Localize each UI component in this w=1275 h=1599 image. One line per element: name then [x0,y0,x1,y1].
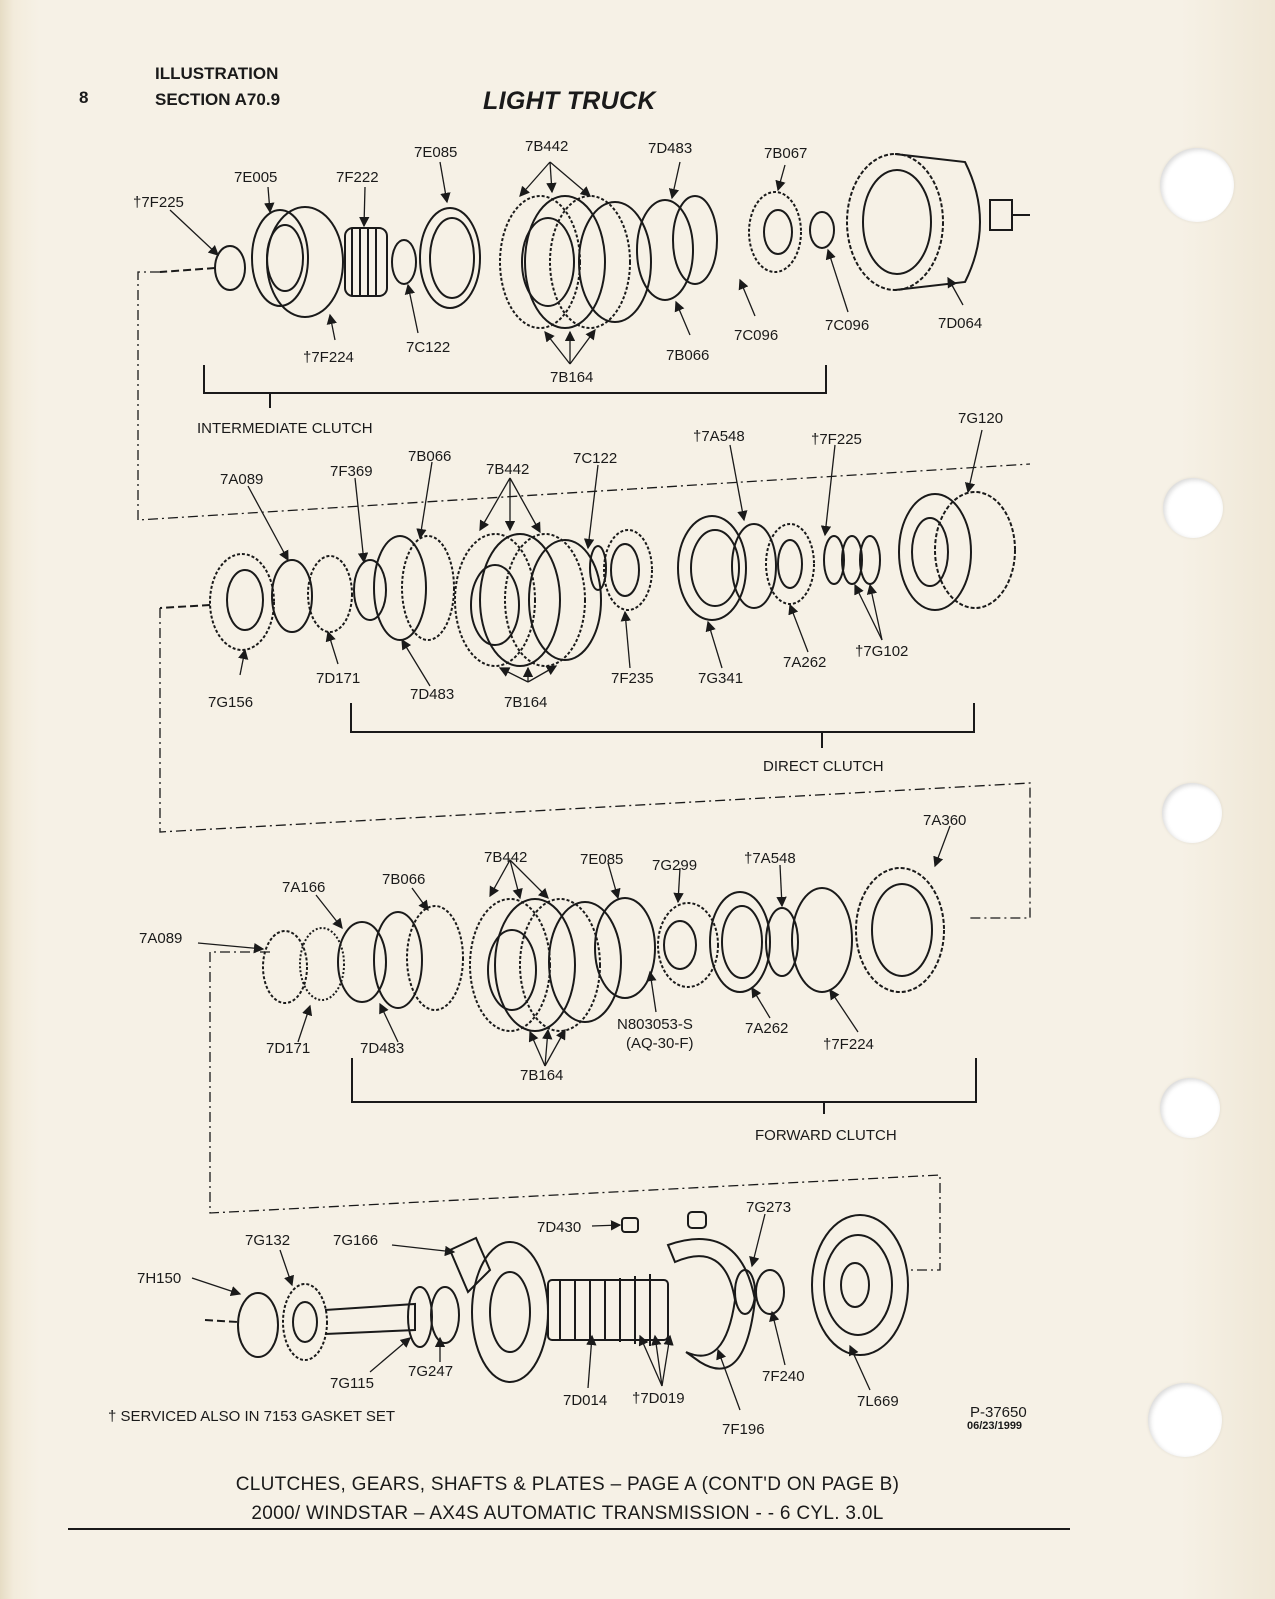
group-label-direct: DIRECT CLUTCH [763,758,884,775]
group-label-intermediate: INTERMEDIATE CLUTCH [197,420,373,437]
part-label: 7G299 [652,857,698,874]
part-label: 7A262 [783,654,827,671]
seal-ring [267,207,343,317]
spring-assembly [658,903,718,987]
pressure-plate [407,906,463,1010]
ref-code: P-37650 [970,1404,1027,1421]
part-label: 7G132 [245,1232,291,1249]
part-label: †7G102 [855,643,909,660]
cylinder-inner [872,884,932,976]
seal-ring [215,246,245,290]
clutch-plate [550,196,630,328]
part-label: 7F235 [611,670,654,687]
part-label: †7D019 [632,1390,685,1407]
planetary-carrier [472,1242,548,1382]
snap-ring [354,560,386,620]
bracket-direct [351,703,974,748]
footer-line-2: 2000/ WINDSTAR – AX4S AUTOMATIC TRANSMISSION - - 6 CYL. 3.0L [251,1503,884,1524]
part-label: 7D171 [266,1040,311,1057]
pressure-plate [402,536,454,640]
output-shaft [325,1304,415,1334]
part-labels [133,138,1003,1438]
clutch-plate-inner [471,565,519,645]
part-label: 7B442 [484,849,528,866]
part-label: 7C122 [573,450,618,467]
part-label: 7D171 [316,670,361,687]
planetary-carrier-inner [490,1272,530,1352]
clutch-plate [549,902,621,1022]
part-label: 7E005 [234,169,278,186]
part-label: 7B164 [550,369,594,386]
part-label: 7G166 [333,1232,379,1249]
part-label: 7F240 [762,1368,805,1385]
pin [688,1212,706,1228]
part-label: 7A089 [139,930,183,947]
row-forward-clutch [263,868,944,1031]
spring-assembly-inner [664,921,696,969]
one-way-clutch [272,560,312,632]
row-direct-clutch [160,492,1015,666]
part-label: N803053-S [617,1016,693,1033]
part-label: 7E085 [414,144,458,161]
part-label: 7D483 [360,1040,405,1057]
part-label: †7F224 [823,1036,874,1053]
thrust-washer [810,212,834,248]
pressure-plate [595,898,655,998]
part-label: 7G273 [746,1199,792,1216]
pin [622,1218,638,1232]
pressure-plate-inner [430,218,474,298]
part-label: 7L669 [857,1393,899,1410]
part-label: 7G341 [698,670,744,687]
piston [678,516,746,620]
part-label: 7B066 [666,347,710,364]
group-label-forward: FORWARD CLUTCH [755,1127,897,1144]
part-label: 7B442 [486,461,530,478]
part-label: 7C122 [406,339,451,356]
bracket-forward [352,1058,976,1114]
clutch-plate [500,196,580,328]
drum-body [895,154,980,290]
part-label: 7B066 [408,448,452,465]
part-label: 7G120 [958,410,1004,427]
clutch-plate [505,534,585,666]
seal-ring [792,888,852,992]
part-label: 7D483 [410,686,455,703]
drum [847,154,943,290]
hub-inner [227,570,263,630]
part-label: 7B164 [504,694,548,711]
cylinder-inner [912,518,948,586]
drum-inner [824,1235,892,1335]
bearing [408,1287,432,1347]
part-label: 7C096 [734,327,779,344]
ref-date: 06/23/1999 [967,1420,1023,1432]
bearing [431,1287,459,1343]
part-label: 7F369 [330,463,373,480]
band [668,1239,755,1369]
page-number: 8 [79,88,89,107]
part-label: 7B067 [764,145,808,162]
snap-ring [590,546,606,590]
page-title: LIGHT TRUCK [483,87,656,115]
part-label: 7B442 [525,138,569,155]
sun-gear [749,192,801,272]
part-label: 7H150 [137,1270,182,1287]
part-label: 7F196 [722,1421,765,1438]
seal [766,524,814,604]
part-label: 7A166 [282,879,326,896]
row-gears-shafts [205,1212,908,1382]
snap-ring [673,196,717,284]
part-label: 7D064 [938,315,983,332]
part-label: 7A360 [923,812,967,829]
part-label: †7A548 [744,850,796,867]
clutch-plate [579,202,651,322]
part-label: 7D014 [563,1392,608,1409]
gear [238,1293,278,1357]
footer-rule [68,1528,1070,1530]
serviced-note: † SERVICED ALSO IN 7153 GASKET SET [108,1408,396,1425]
part-label: (AQ-30-F) [626,1035,694,1052]
part-label: 7G115 [330,1375,374,1392]
part-label: †7F224 [303,349,354,366]
snap-ring [392,240,416,284]
part-label: 7C096 [825,317,870,334]
part-label: 7D430 [537,1219,582,1236]
clutch-plate [455,534,535,666]
part-label: 7A089 [220,471,264,488]
drum-hub [841,1263,869,1307]
row-intermediate-clutch [160,154,1030,328]
part-label: 7E085 [580,851,624,868]
part-label: 7B066 [382,871,426,888]
spring-assembly-inner [611,544,639,596]
part-label: 7B164 [520,1067,564,1084]
sun-gear-inner [764,210,792,254]
illustration-label: ILLUSTRATION [155,64,279,83]
part-label: 7A262 [745,1020,789,1037]
gear-inner [293,1302,317,1342]
clutch-plate-inner [522,218,574,306]
part-label: †7F225 [133,194,184,211]
seal-inner [778,540,802,588]
part-label: 7D483 [648,140,693,157]
snap-ring [637,200,693,300]
connector-line [138,272,1030,520]
section-label: SECTION A70.9 [155,90,281,109]
piston-inner [722,906,762,978]
one-way-clutch-ring [308,556,352,632]
washer [735,1270,755,1314]
drum-inner [863,170,931,274]
cylinder [856,868,944,992]
part-label: 7F222 [336,169,379,186]
hub [210,554,274,650]
part-label: 7G247 [408,1363,454,1380]
bracket-plate [450,1238,490,1292]
clutch-plate [470,899,550,1031]
drum-shaft [990,200,1012,230]
bracket-intermediate [204,365,826,408]
part-label: †7F225 [811,431,862,448]
gear [283,1284,327,1360]
footer-line-1: CLUTCHES, GEARS, SHAFTS & PLATES – PAGE A (CONT'D ON PAGE B) [235,1474,900,1495]
part-label: †7A548 [693,428,745,445]
clutch-plate [480,534,560,666]
pressure-plate [374,536,426,640]
piston [252,210,308,306]
part-label: 7G156 [208,694,254,711]
washer [756,1270,784,1314]
